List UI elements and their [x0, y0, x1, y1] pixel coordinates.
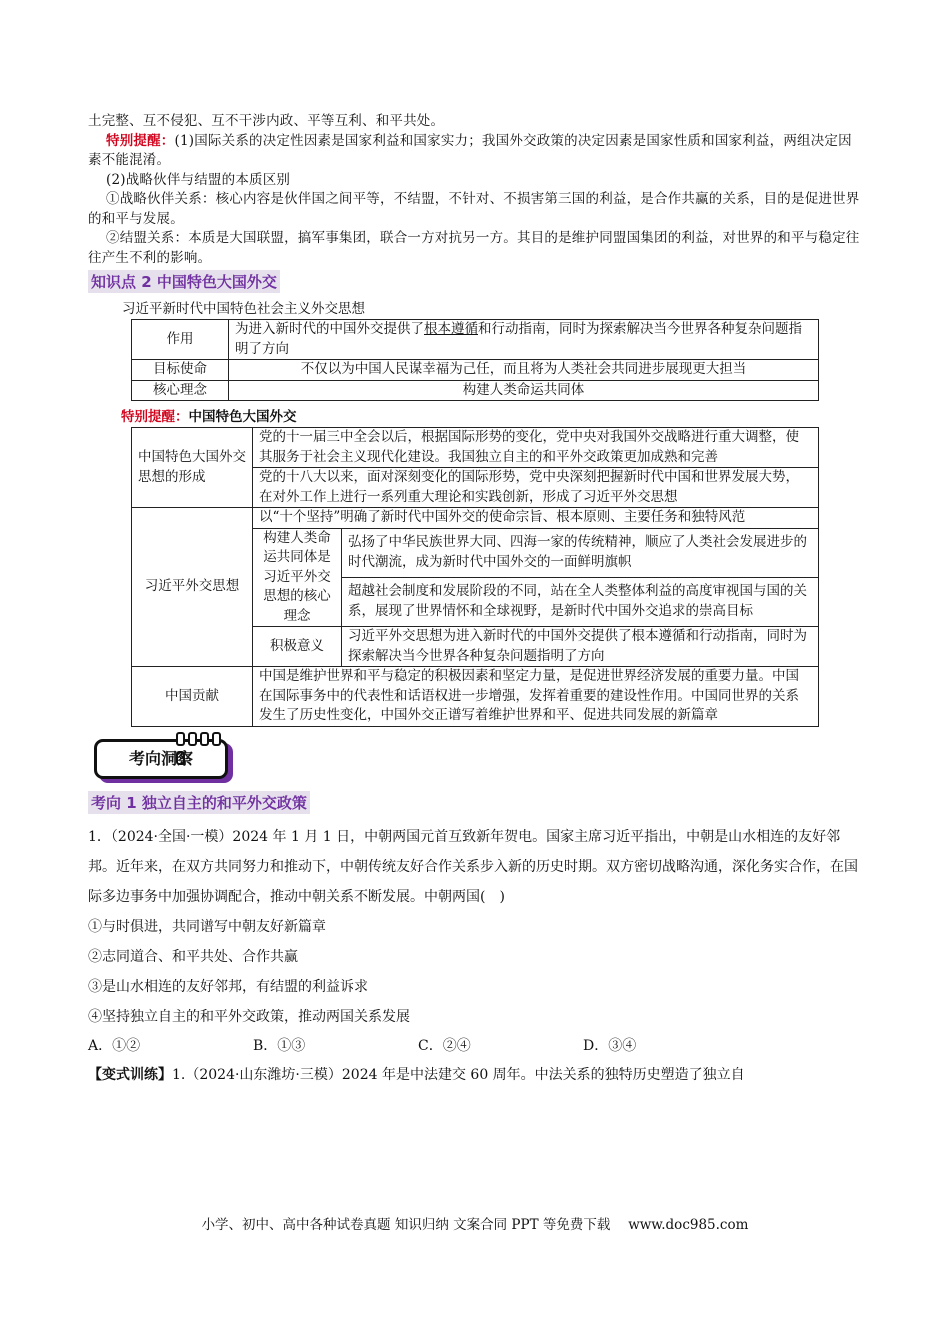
table-key: 目标使命 [132, 360, 229, 381]
table-cell: 中国是维护世界和平与稳定的积极因素和坚定力量，是促进世界经济发展的重要力量。中国在国际事务中的代表性和话语权进一步增强，发挥着重要的建设性作用。中国同世界的关系发生了历史性变化，中国外交正谱写着维护世界和平、促进共同发展的新篇章 [253, 667, 819, 727]
point2-a: ①战略伙伴关系：核心内容是伙伴国之间平等，不结盟，不针对、不损害第三国的利益，是合作共赢的关系，目的是促进世界的和平与发展。 [88, 191, 860, 227]
choice-item: ④坚持独立自主的和平外交政策，推动两国关系发展 [88, 1008, 410, 1025]
insight-badge [94, 735, 226, 775]
section2-title: 知识点 2 中国特色大国外交 [88, 270, 280, 293]
variant-text: 1.（2024·山东潍坊·三模）2024 年是中法建交 60 周年。中法关系的独特历史塑造了独立自 [172, 1066, 745, 1083]
intro-line1: 土完整、互不侵犯、互不干涉内政、平等互利、和平共处。 [88, 113, 445, 129]
table-cell: 以“十个坚持”明确了新时代中国外交的使命宗旨、根本原则、主要任务和独特风范 [253, 508, 819, 529]
table-value [229, 320, 819, 360]
point2-b: ②结盟关系：本质是大国联盟，搞军事集团，联合一方对抗另一方。其目的是维护同盟国集团的利益，对世界的和平与稳定往往产生不利的影响。 [88, 230, 860, 266]
value-underlined: 根本遵循 [424, 321, 478, 337]
row-head: 中国特色大国外交思想的形成 [132, 428, 253, 508]
variant-training [88, 1060, 863, 1090]
value-post: 和行动指南，同时为探索解决当今世界各种复杂问题指明了方向 [235, 321, 802, 357]
reminder-label: 特别提醒： [106, 132, 175, 149]
page-content [88, 112, 863, 1090]
badge-label: 考向洞察 [128, 748, 193, 768]
direction1-title: 考向 1 独立自主的和平外交政策 [88, 791, 310, 814]
major-country-diplomacy-table [131, 427, 819, 727]
value-pre: 为进入新时代的中国外交提供了 [235, 321, 424, 337]
table-cell: 党的十八大以来，面对深刻变化的国际形势，党中央深刻把握新时代中国和世界发展大势，在对外工作上进行一系列重大理论和实践创新，形成了习近平外交思想 [253, 468, 819, 508]
question-1: 1．（2024·全国·一模）2024 年 1 月 1 日，中朝两国元首互致新年贺电。国家主席习近平指出，中朝是山水相连的友好邻邦。近年来，在双方共同努力和推动下，中朝传统友好合作关系步入新的历史时期。双方密切战略沟通，深化务实合作，在国际多边事务中加强协调配合，推动中朝关系不断发展。中朝两国( ) [88, 828, 858, 905]
table-row [132, 428, 819, 468]
answer-options [88, 1032, 863, 1060]
reminder-paragraph [88, 132, 863, 171]
reminder2-label: 特别提醒： [121, 409, 189, 425]
table-cell: 弘扬了中华民族世界大同、四海一家的传统精神，顺应了人类社会发展进步的时代潮流，成为新时代中国外交的一面鲜明旗帜 [342, 528, 819, 577]
option-b: B．①③ [253, 1037, 306, 1054]
choice-item: ①与时俱进，共同谱写中朝友好新篇章 [88, 918, 326, 935]
sub-head: 积极意义 [253, 627, 342, 667]
table-value: 构建人类命运共同体 [229, 380, 819, 401]
diplomacy-thought-table [131, 319, 819, 401]
table-row [132, 380, 819, 401]
option-d: D．③④ [583, 1037, 637, 1054]
reminder2-text: 中国特色大国外交 [188, 409, 297, 425]
row-head: 中国贡献 [132, 667, 253, 727]
reminder2 [121, 405, 863, 425]
table-row [132, 667, 819, 727]
page-footer: 小学、初中、高中各种试卷真题 知识归纳 文案合同 PPT 等免费下载 www.doc985.com [201, 1217, 749, 1233]
table-cell: 习近平外交思想为进入新时代的中国外交提供了根本遵循和行动指南，同时为探索解决当今世界各种复杂问题指明了方向 [342, 627, 819, 667]
choice-item: ③是山水相连的友好邻邦，有结盟的利益诉求 [88, 978, 368, 995]
choice-item: ②志同道合、和平共处、合作共赢 [88, 948, 298, 965]
table-row [132, 508, 819, 529]
point2-title: (2)战略伙伴与结盟的本质区别 [106, 171, 291, 188]
table-row [132, 320, 819, 360]
option-c: C．②④ [418, 1037, 471, 1054]
table-row [132, 360, 819, 381]
table-cell: 超越社会制度和发展阶段的不同，站在全人类整体利益的高度审视国与国的关系，展现了世界情怀和全球视野，是新时代中国外交追求的崇高目标 [342, 577, 819, 626]
reminder-text: (1)国际关系的决定性因素是国家利益和国家实力；我国外交政策的决定因素是国家性质和国家利益，两组决定因素不能混淆。 [88, 132, 852, 168]
table-key: 作用 [132, 320, 229, 360]
option-a: A．①② [88, 1037, 141, 1054]
table-value: 不仅以为中国人民谋幸福为己任，而且将为人类社会共同进步展现更大担当 [229, 360, 819, 381]
table-key: 核心理念 [132, 380, 229, 401]
row-head: 习近平外交思想 [132, 508, 253, 667]
sub-head: 构建人类命运共同体是习近平外交思想的核心理念 [253, 528, 342, 627]
table-cell: 党的十一届三中全会以后，根据国际形势的变化，党中央对我国外交战略进行重大调整，使其服务于社会主义现代化建设。我国独立自主的和平外交政策更加成熟和完善 [253, 428, 819, 468]
table1-title: 习近平新时代中国特色社会主义外交思想 [122, 301, 365, 317]
variant-label: 【变式训练】 [88, 1066, 172, 1083]
